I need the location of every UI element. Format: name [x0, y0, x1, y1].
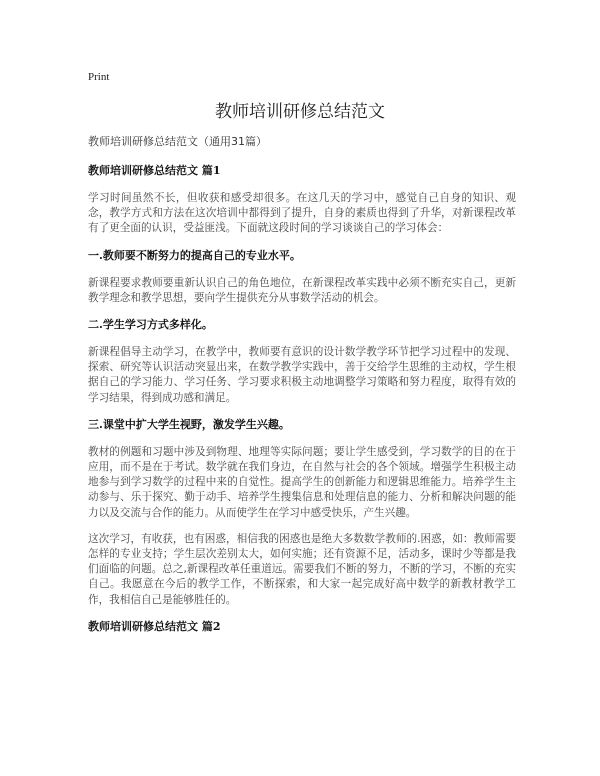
intro-paragraph: 学习时间虽然不长，但收获和感受却很多。在这几天的学习中，感觉自己自身的知识、观念，教学方式和方法在这次培训中都得到了提升，自身的素质也得到了升华，对新课程改革有了更全面的认识，受益匪浅。下面就这段时间的学习谈谈自己的学习体会：	[88, 192, 516, 235]
point-1-paragraph: 新课程要求教师要重新认识自己的角色地位，在新课程改革实践中必须不断充实自己，更新教学理念和教学思想，要向学生提供充分从事数学活动的机会。	[88, 276, 516, 304]
point-2-paragraph: 新课程倡导主动学习，在教学中，教师要有意识的设计数学教学环节把学习过程中的发现、探索、研究等认识活动突显出来，在数学教学实践中，善于交给学生思维的主动权，学生根据自己的学习能力、学习任务、学习要求积极主动地调整学习策略和努力程度，取得有效的学习结果，得到成功感和满足。	[88, 346, 516, 404]
document-subtitle: 教师培训研修总结范文（通用31篇）	[88, 135, 267, 148]
print-link[interactable]: Print	[88, 71, 110, 83]
point-1-heading: 一.教师要不断努力的提高自己的专业水平。	[88, 248, 301, 262]
section-2-heading: 教师培训研修总结范文 篇2	[88, 619, 221, 633]
point-2-heading: 二.学生学习方式多样化。	[88, 318, 213, 332]
section-1-heading: 教师培训研修总结范文 篇1	[88, 164, 221, 177]
document-body	[88, 134, 516, 647]
document-title: 教师培训研修总结范文	[215, 102, 385, 122]
point-3-paragraph-1: 教材的例题和习题中涉及到物理、地理等实际问题；要让学生感受到，学习数学的目的在于应用，而不是在于考试。数学就在我们身边，在自然与社会的各个领域。增强学生积极主动地参与到学习数学的过程中来的自觉性。提高学生的创新能力和逻辑思维能力。培养学生主动参与、乐于探究、勤于动手、培养学生搜集信息和处理信息的能力、分析和解决问题的能力以及交流与合作的能力。从而使学生在学习中感受快乐，产生兴趣。	[88, 445, 516, 519]
point-3-paragraph-2: 这次学习，有收获，也有困惑，相信我的困惑也是绝大多数数学教师的.困惑，如：教师需要怎样的专业支持；学生层次差别太大，如何实施；还有资源不足，活动多，课时少等都是我们面临的问题。总之,新课程改革任重道远。需要我们不断的努力，不断的学习，不断的充实自己。我愿意在今后的教学工作，不断探索，和大家一起完成好高中数学的新教材教学工作，我相信自己是能够胜任的。	[88, 532, 516, 606]
point-3-heading: 三.课堂中扩大学生视野，激发学生兴趣。	[88, 417, 290, 431]
